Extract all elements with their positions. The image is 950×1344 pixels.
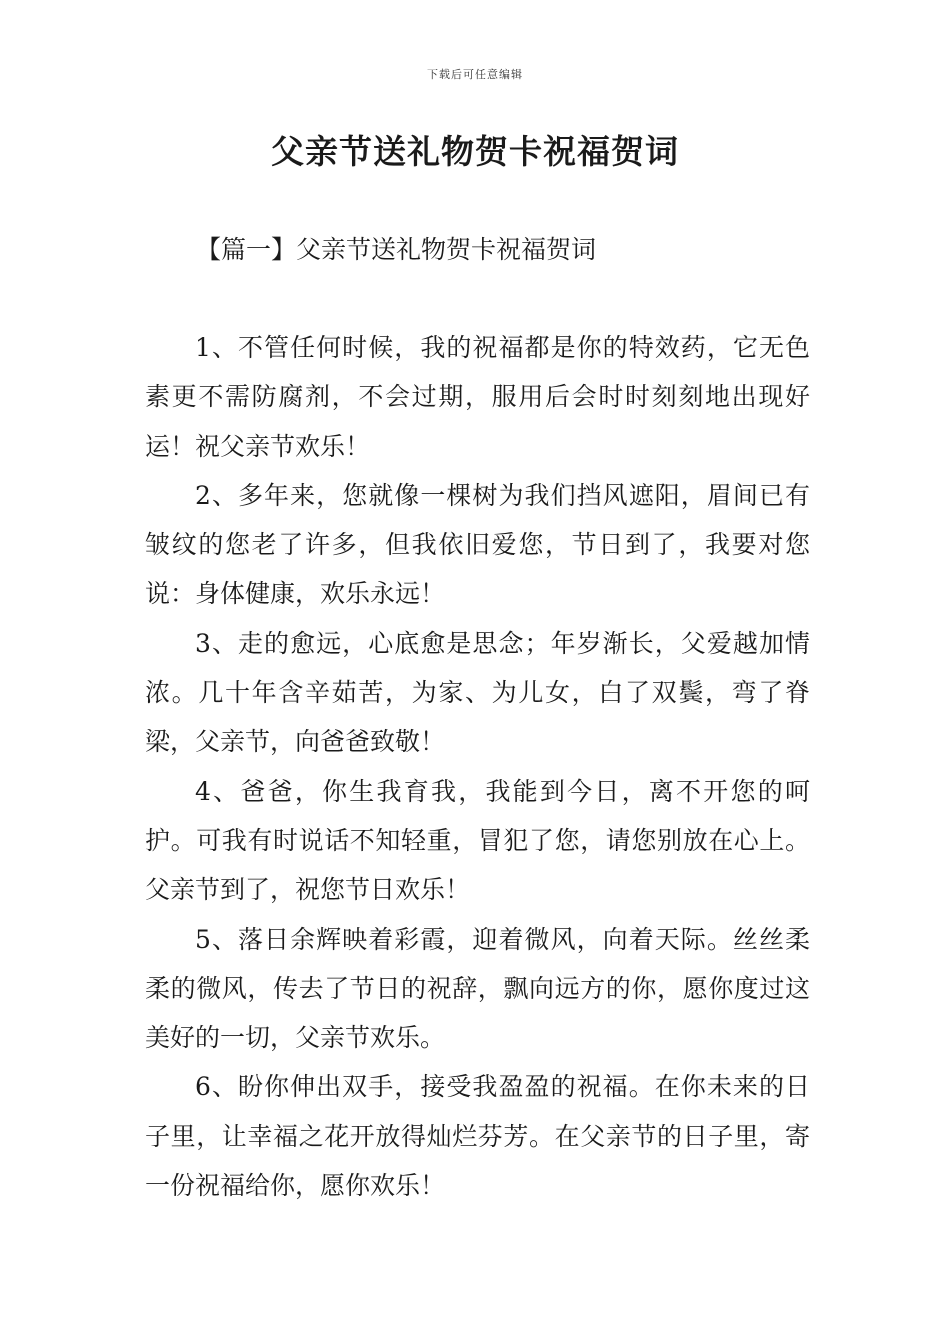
header-note: 下载后可任意编辑: [427, 68, 523, 81]
section-heading: 【篇一】父亲节送礼物贺卡祝福贺词: [196, 235, 597, 264]
paragraph-4: 4、爸爸，你生我育我，我能到今日，离不开您的呵护。可我有时说话不知轻重，冒犯了您，请您别放在心上。父亲节到了，祝您节日欢乐！: [145, 776, 810, 905]
document-title: 父亲节送礼物贺卡祝福贺词: [271, 132, 679, 171]
paragraph-2: 2、多年来，您就像一棵树为我们挡风遮阳，眉间已有皱纹的您老了许多，但我依旧爱您，节日到了，我要对您说：身体健康，欢乐永远！: [145, 480, 810, 609]
paragraph-3: 3、走的愈远，心底愈是思念；年岁渐长，父爱越加情浓。几十年含辛茹苦，为家、为儿女，白了双鬓，弯了脊梁，父亲节，向爸爸致敬！: [145, 628, 810, 757]
paragraph-6: 6、盼你伸出双手，接受我盈盈的祝福。在你未来的日子里，让幸福之花开放得灿烂芬芳。在父亲节的日子里，寄一份祝福给你，愿你欢乐！: [145, 1072, 810, 1201]
paragraph-1: 1、不管任何时候，我的祝福都是你的特效药，它无色素更不需防腐剂，不会过期，服用后会时时刻刻地出现好运！祝父亲节欢乐！: [145, 333, 810, 461]
document-body: [145, 323, 810, 1210]
paragraph-5: 5、落日余辉映着彩霞，迎着微风，向着天际。丝丝柔柔的微风，传去了节日的祝辞，飘向远方的你，愿你度过这美好的一切，父亲节欢乐。: [145, 924, 810, 1053]
